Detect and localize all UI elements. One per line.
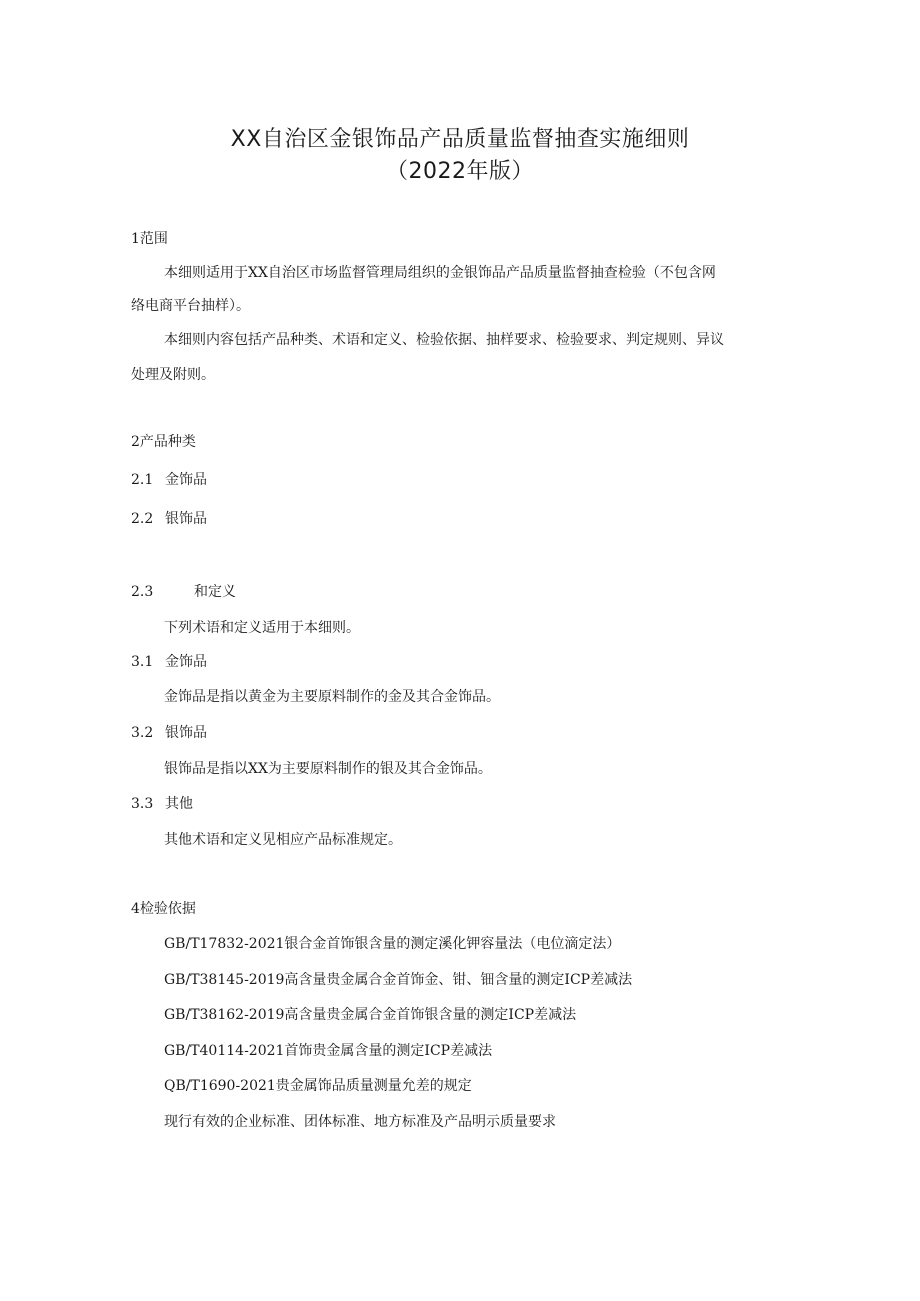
section-1-para-1-line-2: 络电商平台抽样）。 (131, 298, 250, 314)
item-label: 和定义 (194, 584, 236, 600)
section-2-item (131, 470, 207, 490)
standard-item: GB/T17832-2021银合金首饰银含量的测定溪化钾容量法（电位滴定法） (164, 936, 621, 952)
item-number: 2.3 (131, 584, 154, 600)
item-label: 金饰品 (165, 472, 207, 488)
section-2-item (131, 509, 207, 529)
term-number: 3.1 (131, 654, 154, 670)
standard-item: GB/T40114-2021首饰贵金属含量的测定ICP差减法 (164, 1043, 493, 1059)
standard-item: QB/T1690-2021贵金属饰品质量测量允差的规定 (164, 1078, 472, 1094)
standard-item: 现行有效的企业标准、团体标准、地方标准及产品明示质量要求 (164, 1114, 556, 1130)
term-number: 3.2 (131, 725, 154, 741)
term-label: 金饰品 (165, 654, 207, 670)
standard-item: GB/T38162-2019高含量贵金属合金首饰银含量的测定ICP差减法 (164, 1007, 577, 1023)
section-2-item (131, 582, 236, 602)
item-label: 银饰品 (165, 511, 207, 527)
section-3-term (131, 723, 207, 743)
section-3-term (131, 794, 193, 814)
section-1-para-2-line-2: 处理及附则。 (131, 367, 215, 383)
standard-item: GB/T38145-2019高含量贵金属合金首饰金、钳、钿含量的测定ICP差减法 (164, 972, 633, 988)
term-definition: 金饰品是指以黄金为主要原料制作的金及其合金饰品。 (164, 689, 500, 705)
term-label: 银饰品 (165, 725, 207, 741)
section-4-heading: 4检验依据 (131, 901, 196, 917)
term-definition: 其他术语和定义见相应产品标准规定。 (164, 832, 402, 848)
section-2-heading: 2产品种类 (131, 434, 196, 450)
section-3-intro: 下列术语和定义适用于本细则。 (164, 620, 360, 636)
section-1-para-2-line-1: 本细则内容包括产品种类、术语和定义、检验依据、抽样要求、检验要求、判定规则、异议 (164, 332, 724, 348)
term-definition: 银饰品是指以XX为主要原料制作的银及其合金饰品。 (164, 761, 492, 777)
item-number: 2.2 (131, 511, 154, 527)
section-1-heading: 1范围 (131, 231, 168, 247)
document-subtitle: （2022年版） (386, 159, 534, 184)
term-label: 其他 (165, 796, 193, 812)
section-1-para-1-line-1: 本细则适用于XX自治区市场监督管理局组织的金银饰品产品质量监督抽查检验（不包含网 (164, 265, 716, 281)
section-3-term (131, 652, 207, 672)
item-number: 2.1 (131, 472, 154, 488)
term-number: 3.3 (131, 796, 154, 812)
document-title: XX自治区金银饰品产品质量监督抽查实施细则 (230, 127, 690, 152)
